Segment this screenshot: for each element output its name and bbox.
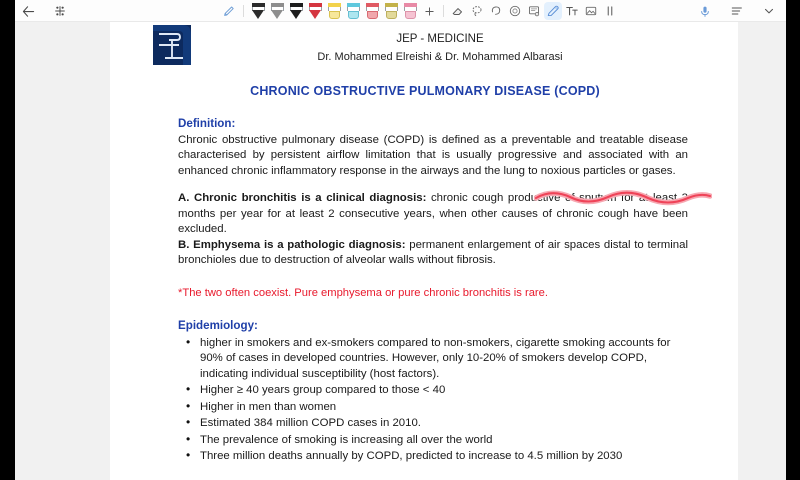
note-icon[interactable]: [525, 2, 543, 20]
stamp-icon[interactable]: [506, 2, 524, 20]
coexist-note: *The two often coexist. Pure emphysema or pure chronic bronchitis is rare.: [178, 286, 548, 299]
list-item: • The prevalence of smoking is increasing all over the world: [178, 433, 688, 449]
image-tool-icon[interactable]: [582, 2, 600, 20]
definition-paragraph: Chronic obstructive pulmonary disease (COPD) is defined as a preventable and treatable disease characterised by persistent airflow limitation that is usually progressive and associated with an enhanced chronic inflammatory response in the airways and the lung to noxious particles or gases.: [178, 133, 688, 177]
toolbar-left-group: [19, 0, 69, 22]
add-pen-button[interactable]: [420, 2, 438, 20]
pen-tool-gray[interactable]: [268, 2, 286, 20]
lasso-icon[interactable]: [468, 2, 486, 20]
header-line-1: JEP - MEDICINE: [396, 33, 484, 45]
page-title: CHRONIC OBSTRUCTIVE PULMONARY DISEASE (COPD): [250, 84, 600, 98]
item-a-label: A. Chronic bronchitis is a clinical diagnosis:: [178, 192, 427, 204]
toolbar-divider: [243, 5, 244, 17]
epidemiology-list: [178, 336, 688, 465]
header-line-2: Dr. Mohammed Elreishi & Dr. Mohammed Albarasi: [317, 51, 563, 63]
list-item: • Higher ≥ 40 years group compared to those < 40: [178, 383, 688, 399]
epidemiology-heading: Epidemiology:: [178, 319, 258, 332]
text-tool-icon[interactable]: [563, 2, 581, 20]
eraser-icon[interactable]: [449, 2, 467, 20]
highlighter-cyan[interactable]: [344, 2, 362, 20]
list-item: • Higher in men than women: [178, 400, 688, 416]
definition-heading: Definition:: [178, 117, 236, 130]
highlighter-yellow[interactable]: [325, 2, 343, 20]
item-b-paragraph: [178, 238, 688, 269]
item-b-label: B. Emphysema is a pathologic diagnosis:: [178, 238, 406, 251]
workspace: [15, 0, 786, 480]
pen-tool-dark[interactable]: [287, 2, 305, 20]
item-b-text: permanent enlargement of air spaces distal to terminal bronchioles due to destruction of alveolar walls without fibrosis.: [178, 238, 688, 266]
ink-pen-icon[interactable]: [544, 2, 562, 20]
page-grid-icon[interactable]: [51, 2, 69, 20]
toolbar-divider-2: [443, 5, 444, 17]
shape-icon[interactable]: [487, 2, 505, 20]
item-a-text: chronic cough productive of sputum for at least 3 months per year for at least 2 consecutive years, when other causes of chronic cough have been excluded.: [178, 192, 688, 235]
pen-tool-black[interactable]: [249, 2, 267, 20]
screen-bezel-left: [0, 0, 15, 480]
document-header: [170, 30, 710, 66]
toolbar-tools-group: [220, 0, 619, 22]
highlighter-red[interactable]: [363, 2, 381, 20]
document-page[interactable]: [110, 22, 738, 480]
item-a-paragraph: [178, 191, 688, 238]
list-item: • higher in smokers and ex-smokers compared to non-smokers, cigarette smoking accounts for 90% of cases in developed countries. However, only 10-20% of smokers develop COPD, indicating individual susceptibility (host factors).: [178, 336, 688, 383]
toolbar-right-group: [696, 0, 778, 22]
document-body: [178, 116, 688, 466]
microphone-icon[interactable]: [696, 2, 714, 20]
annotation-toolbar: [15, 0, 786, 22]
list-item: • Estimated 384 million COPD cases in 2010.: [178, 416, 688, 432]
back-arrow-icon[interactable]: [19, 2, 37, 20]
highlighter-olive[interactable]: [382, 2, 400, 20]
pencil-tool-icon[interactable]: [220, 2, 238, 20]
menu-list-icon[interactable]: [728, 2, 746, 20]
list-item: • Three million deaths annually by COPD, predicted to increase to 4.5 million by 2030: [178, 449, 688, 465]
screen-bezel-right: [786, 0, 800, 480]
columns-icon[interactable]: [601, 2, 619, 20]
chevron-down-icon[interactable]: [760, 2, 778, 20]
pen-tool-red[interactable]: [306, 2, 324, 20]
highlighter-pink[interactable]: [401, 2, 419, 20]
